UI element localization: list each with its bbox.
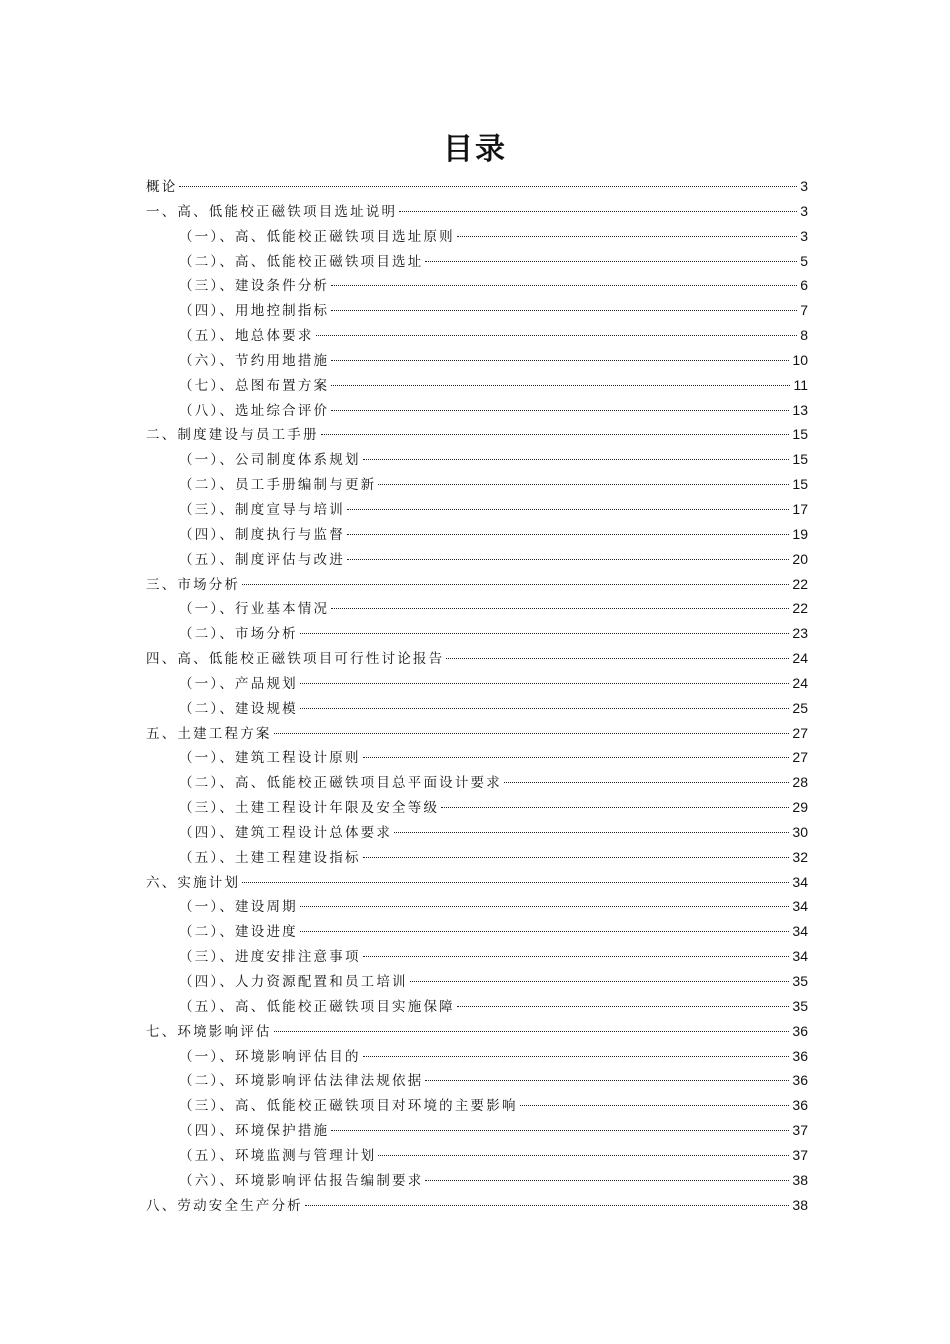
toc-entry-page-number: 38 (792, 1171, 808, 1188)
toc-entry-page-number: 22 (792, 575, 808, 592)
toc-dot-leader (399, 211, 797, 212)
toc-entry-label: 二、制度建设与员工手册 (146, 427, 319, 444)
toc-entry-page-number: 8 (800, 327, 808, 344)
toc-entry-label: 八、劳动安全生产分析 (146, 1197, 303, 1214)
toc-dot-leader (363, 1056, 790, 1057)
toc-entry-page-number: 27 (792, 749, 808, 766)
toc-entry-label: 七、环境影响评估 (146, 1023, 272, 1040)
toc-entry[interactable] (146, 1093, 808, 1118)
toc-entry-page-number: 34 (792, 923, 808, 940)
toc-entry-page-number: 15 (792, 426, 808, 443)
toc-entry[interactable] (146, 398, 808, 423)
toc-entry-label: 三、市场分析 (146, 576, 241, 593)
toc-entry[interactable] (146, 1193, 808, 1218)
toc-dot-leader (457, 1006, 790, 1007)
toc-entry-label: （一）、环境影响评估目的 (179, 1048, 361, 1065)
toc-entry-label: （八）、选址综合评价 (179, 402, 330, 419)
toc-entry[interactable] (146, 348, 808, 373)
toc-entry-page-number: 10 (792, 351, 808, 368)
toc-entry[interactable] (146, 174, 808, 199)
toc-entry[interactable] (146, 373, 808, 398)
toc-entry-page-number: 36 (792, 1022, 808, 1039)
toc-entry-page-number: 22 (792, 600, 808, 617)
toc-entry[interactable] (146, 497, 808, 522)
toc-dot-leader (300, 931, 790, 932)
toc-entry-label: 四、高、低能校正磁铁项目可行性讨论报告 (146, 651, 445, 668)
toc-entry[interactable] (146, 224, 808, 249)
toc-entry-page-number: 32 (792, 848, 808, 865)
toc-entry[interactable] (146, 522, 808, 547)
toc-dot-leader (410, 981, 790, 982)
toc-entry[interactable] (146, 919, 808, 944)
toc-entry-page-number: 3 (800, 227, 808, 244)
toc-entry[interactable] (146, 596, 808, 621)
toc-entry-label: （二）、环境影响评估法律法规依据 (179, 1073, 424, 1090)
toc-dot-leader (179, 186, 797, 187)
toc-entry-page-number: 35 (792, 973, 808, 989)
toc-entry-label: （三）、进度安排注意事项 (179, 949, 361, 966)
toc-entry-page-number: 24 (792, 674, 808, 691)
toc-dot-leader (347, 534, 789, 535)
toc-entry[interactable] (146, 894, 808, 919)
toc-entry-page-number: 17 (792, 500, 808, 517)
toc-entry-page-number: 28 (792, 774, 808, 791)
toc-entry-label: （一）、建设周期 (179, 899, 298, 916)
toc-entry-page-number: 15 (792, 451, 808, 468)
toc-entry[interactable] (146, 696, 808, 721)
toc-entry[interactable] (146, 845, 808, 870)
toc-entry-label: （六）、节约用地措施 (179, 352, 330, 369)
toc-dot-leader (274, 733, 790, 734)
toc-entry-label: （三）、高、低能校正磁铁项目对环境的主要影响 (179, 1098, 518, 1115)
toc-dot-leader (520, 1105, 790, 1106)
toc-entry[interactable] (146, 795, 808, 820)
toc-entry[interactable] (146, 1118, 808, 1143)
toc-dot-leader (363, 459, 790, 460)
toc-dot-leader (425, 1180, 789, 1181)
toc-entry-label: （二）、高、低能校正磁铁项目总平面设计要求 (179, 775, 502, 792)
toc-entry-page-number: 19 (792, 525, 808, 542)
toc-entry-page-number: 7 (800, 302, 808, 319)
toc-entry-page-number: 36 (792, 1097, 808, 1114)
toc-entry[interactable] (146, 1068, 808, 1093)
toc-entry-label: （二）、建设规模 (179, 700, 298, 717)
toc-entry[interactable] (146, 572, 808, 597)
toc-entry-label: （四）、制度执行与监督 (179, 526, 345, 543)
toc-entry-label: （四）、环境保护措施 (179, 1123, 330, 1140)
toc-entry-label: （一）、高、低能校正磁铁项目选址原则 (179, 228, 455, 245)
toc-entry-page-number: 30 (792, 823, 808, 840)
toc-entry-label: （六）、环境影响评估报告编制要求 (179, 1172, 424, 1189)
toc-entry-label: （二）、高、低能校正磁铁项目选址 (179, 253, 424, 270)
toc-entry-label: （四）、人力资源配置和员工培训 (179, 974, 408, 990)
toc-entry-label: （四）、用地控制指标 (179, 303, 330, 320)
toc-dot-leader (274, 1031, 790, 1032)
toc-entry-page-number: 34 (792, 898, 808, 915)
toc-dot-leader (378, 1155, 789, 1156)
toc-entry-page-number: 36 (792, 1047, 808, 1064)
toc-entry[interactable] (146, 472, 808, 497)
toc-dot-leader (321, 434, 790, 435)
toc-entry-page-number: 13 (792, 401, 808, 418)
toc-entry[interactable] (146, 770, 808, 795)
toc-dot-leader (331, 285, 797, 286)
toc-entry-label: （五）、土建工程建设指标 (179, 849, 361, 866)
toc-entry-label: （三）、制度宣导与培训 (179, 501, 345, 518)
toc-dot-leader (347, 559, 789, 560)
toc-dot-leader (305, 1205, 789, 1206)
toc-entry[interactable] (146, 721, 808, 746)
toc-entry[interactable] (146, 745, 808, 770)
toc-entry-page-number: 25 (792, 699, 808, 716)
toc-entry[interactable] (146, 249, 808, 274)
toc-entry[interactable] (146, 621, 808, 646)
toc-entry[interactable] (146, 820, 808, 845)
toc-entry-label: （一）、行业基本情况 (179, 601, 330, 618)
toc-dot-leader (378, 484, 789, 485)
toc-dot-leader (300, 708, 790, 709)
toc-entry[interactable] (146, 870, 808, 895)
toc-entry-label: （五）、高、低能校正磁铁项目实施保障 (179, 998, 455, 1015)
toc-dot-leader (347, 509, 789, 510)
toc-entry-label: （五）、制度评估与改进 (179, 551, 345, 568)
toc-entry-label: （四）、建筑工程设计总体要求 (179, 824, 393, 841)
toc-dot-leader (242, 882, 789, 883)
toc-dot-leader (300, 683, 790, 684)
toc-dot-leader (331, 310, 797, 311)
toc-entry-label: （二）、建设进度 (179, 924, 298, 941)
toc-entry[interactable] (146, 273, 808, 298)
toc-entry-label: 五、土建工程方案 (146, 725, 272, 742)
toc-entry-page-number: 3 (800, 178, 808, 194)
toc-dot-leader (363, 857, 790, 858)
toc-entry-label: （二）、员工手册编制与更新 (179, 477, 377, 494)
toc-dot-leader (394, 832, 789, 833)
toc-entry-label: （一）、建筑工程设计原则 (179, 750, 361, 767)
toc-entry[interactable] (146, 969, 808, 994)
toc-entry-page-number: 6 (800, 277, 808, 294)
toc-entry[interactable] (146, 1143, 808, 1168)
toc-entry[interactable] (146, 1044, 808, 1069)
toc-entry-page-number: 35 (792, 997, 808, 1014)
toc-entry-page-number: 15 (792, 476, 808, 493)
toc-entry[interactable] (146, 994, 808, 1019)
toc-entry[interactable] (146, 1019, 808, 1044)
toc-entry-page-number: 37 (792, 1122, 808, 1139)
toc-dot-leader (441, 807, 789, 808)
toc-entry-label: （一）、公司制度体系规划 (179, 452, 361, 469)
toc-entry[interactable] (146, 646, 808, 671)
toc-dot-leader (300, 633, 790, 634)
toc-entry-page-number: 11 (793, 376, 808, 393)
toc-entry-label: 六、实施计划 (146, 874, 241, 891)
toc-entry-label: （三）、土建工程设计年限及安全等级 (179, 800, 440, 817)
toc-dot-leader (300, 906, 790, 907)
toc-entry[interactable] (146, 422, 808, 447)
toc-entry-page-number: 29 (792, 799, 808, 816)
toc-entry-label: 概论 (146, 179, 178, 195)
toc-entry-label: （七）、总图布置方案 (179, 377, 330, 394)
toc-dot-leader (457, 236, 797, 237)
toc-dot-leader (331, 360, 789, 361)
toc-entry-page-number: 37 (792, 1146, 808, 1163)
toc-entry-page-number: 38 (792, 1196, 808, 1213)
toc-entry-page-number: 27 (792, 724, 808, 741)
toc-dot-leader (331, 410, 789, 411)
toc-dot-leader (363, 757, 790, 758)
toc-entry-label: （五）、环境监测与管理计划 (179, 1147, 377, 1164)
toc-entry[interactable] (146, 447, 808, 472)
toc-entry-page-number: 36 (792, 1072, 808, 1089)
toc-dot-leader (446, 658, 789, 659)
toc-entry-page-number: 3 (800, 202, 808, 219)
toc-entry[interactable] (146, 199, 808, 224)
toc-entry-page-number: 34 (792, 873, 808, 890)
toc-entry-page-number: 20 (792, 550, 808, 567)
toc-dot-leader (331, 385, 790, 386)
toc-entry[interactable] (146, 547, 808, 572)
toc-entry[interactable] (146, 671, 808, 696)
toc-entry[interactable] (146, 298, 808, 323)
toc-entry-page-number: 24 (792, 650, 808, 667)
toc-entry[interactable] (146, 944, 808, 969)
toc-dot-leader (331, 1130, 789, 1131)
toc-title: 目录 (443, 132, 507, 167)
toc-dot-leader (363, 956, 790, 957)
toc-dot-leader (331, 608, 789, 609)
toc-entry-page-number: 5 (800, 252, 808, 269)
toc-entry-page-number: 23 (792, 625, 808, 642)
toc-entry-label: （五）、地总体要求 (179, 328, 314, 345)
toc-entry[interactable] (146, 323, 808, 348)
toc-entry-label: 一、高、低能校正磁铁项目选址说明 (146, 203, 398, 220)
toc-dot-leader (425, 1080, 789, 1081)
toc-entry-label: （二）、市场分析 (179, 626, 298, 643)
toc-entry-page-number: 34 (792, 948, 808, 965)
toc-entry[interactable] (146, 1168, 808, 1193)
table-of-contents (146, 174, 808, 1217)
toc-dot-leader (504, 782, 789, 783)
toc-dot-leader (425, 261, 797, 262)
toc-dot-leader (316, 335, 798, 336)
toc-dot-leader (242, 584, 789, 585)
toc-entry-label: （三）、建设条件分析 (179, 278, 330, 295)
toc-entry-label: （一）、产品规划 (179, 675, 298, 692)
